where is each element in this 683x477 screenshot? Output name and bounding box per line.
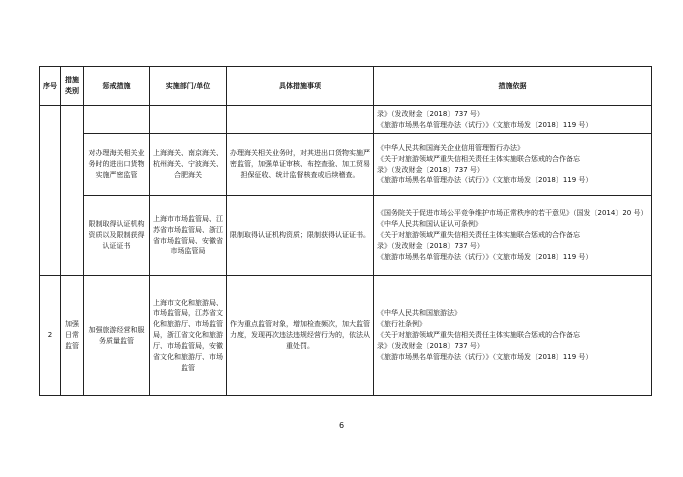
cell-category (61, 106, 84, 276)
basis-line: 《旅行社条例》 (377, 320, 426, 329)
table-row (40, 196, 652, 276)
header-items: 具体措施事项 (227, 67, 374, 106)
basis-line: 《旅游市场黑名单管理办法（试行）》（文旅市场发〔2018〕119 号） (377, 352, 593, 361)
basis-line: 《旅游市场黑名单管理办法（试行）》（文旅市场发〔2018〕119 号） (377, 252, 593, 261)
basis-line: 录》（发改财金〔2018〕737 号） (377, 109, 484, 118)
cell-dept: 上海市文化和旅游局、市场监管局，江苏省文化和旅游厅、市场监管局，浙江省文化和旅游厅、市场监管局，安徽省文化和旅游厅、市场监管 (150, 276, 227, 396)
basis-line: 《中华人民共和国海关企业信用管理暂行办法》 (377, 143, 524, 152)
cell-basis (374, 196, 652, 276)
measures-table (39, 66, 652, 396)
cell-seq: 2 (40, 276, 61, 396)
cell-seq (40, 106, 61, 276)
cell-dept (150, 106, 227, 134)
table-row (40, 276, 652, 396)
table-header-row (40, 67, 652, 106)
basis-line: 《关于对旅游领域严重失信相关责任主体实施联合惩戒的合作备忘 (377, 231, 580, 240)
table-row (40, 106, 652, 134)
basis-line: 《关于对旅游领域严重失信相关责任主体实施联合惩戒的合作备忘 (377, 154, 580, 163)
cell-measure: 加强旅游经营和服务质量监管 (84, 276, 150, 396)
cell-basis (374, 276, 652, 396)
basis-line: 《关于对旅游领域严重失信相关责任主体实施联合惩戒的合作备忘 (377, 331, 580, 340)
cell-items (227, 106, 374, 134)
basis-line: 录》（发改财金〔2018〕737 号） (377, 165, 484, 174)
header-dept: 实施部门/单位 (150, 67, 227, 106)
page-number: 6 (338, 421, 345, 430)
basis-line: 《国务院关于促进市场公平竞争维护市场正常秩序的若干意见》（国发〔2014〕20 号） (377, 209, 648, 218)
header-seq: 序号 (40, 67, 61, 106)
basis-line: 《中华人民共和国认证认可条例》 (377, 220, 482, 229)
cell-basis (374, 134, 652, 196)
cell-measure: 对办理海关相关业务时的进出口货物实施严密监管 (84, 134, 150, 196)
table-row (40, 134, 652, 196)
header-measure: 惩戒措施 (84, 67, 150, 106)
cell-basis (374, 106, 652, 134)
basis-line: 《中华人民共和国旅游法》 (377, 309, 461, 318)
cell-dept: 上海市市场监管局、江苏省市场监管局、浙江省市场监管局、安徽省市场监管局 (150, 196, 227, 276)
cell-items: 办理海关相关业务时，对其进出口货物实施严密监管，加强单证审核、布控查验、加工贸易担保征收、统计监督核查或后续稽查。 (227, 134, 374, 196)
basis-line: 《旅游市场黑名单管理办法（试行）》（文旅市场发〔2018〕119 号） (377, 176, 593, 185)
header-basis: 措施依据 (374, 67, 652, 106)
basis-line: 《旅游市场黑名单管理办法（试行）》（文旅市场发〔2018〕119 号） (377, 120, 593, 129)
header-category: 措施类别 (61, 67, 84, 106)
cell-dept: 上海海关、南京海关、杭州海关、宁波海关、合肥海关 (150, 134, 227, 196)
cell-category: 加强日常监管 (61, 276, 84, 396)
basis-line: 录》（发改财金〔2018〕737 号） (377, 241, 484, 250)
cell-measure: 限制取得认证机构资质以及限制获得认证证书 (84, 196, 150, 276)
basis-line: 录》（发改财金〔2018〕737 号） (377, 341, 484, 350)
cell-measure (84, 106, 150, 134)
cell-items: 作为重点监管对象，增加检查频次，加大监管力度，发现再次违法违规经营行为的，依法从重处罚。 (227, 276, 374, 396)
cell-items: 限制取得认证机构资质；限制获得认证证书。 (227, 196, 374, 276)
